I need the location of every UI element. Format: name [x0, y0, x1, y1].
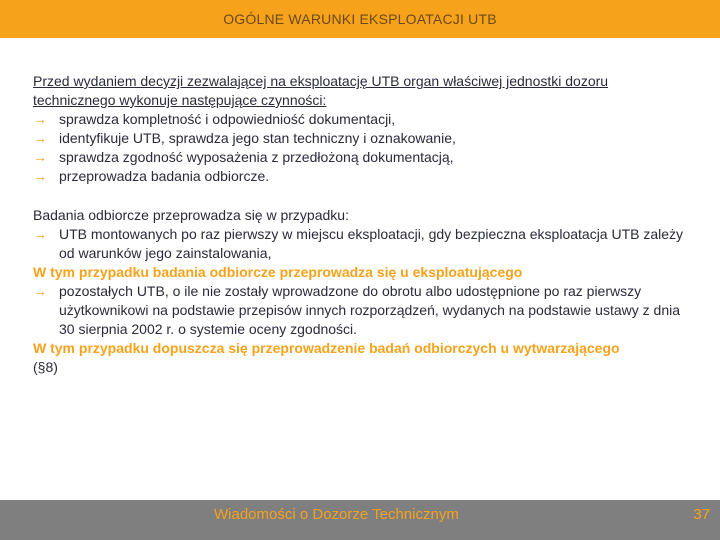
note-wytwarzajacy: W tym przypadku dopuszcza się przeprowadzenie badań odbiorczych u wytwarzającego	[33, 340, 620, 356]
list-item	[33, 225, 693, 263]
list-item-text: sprawdza kompletność i odpowiedniość dokumentacji,	[59, 111, 396, 127]
list-item	[33, 129, 693, 148]
list-item	[33, 282, 693, 339]
note-eksploatujacy: W tym przypadku badania odbiorcze przeprowadza się u eksploatującego	[33, 264, 523, 280]
list-item	[33, 148, 693, 167]
arrow-right-icon: →	[33, 149, 47, 165]
footer-bar	[0, 500, 720, 540]
list-item-text: identyfikuje UTB, sprawdza jego stan techniczny i oznakowanie,	[59, 130, 456, 146]
section1-lead: Przed wydaniem decyzji zezwalającej na eksploatację UTB organ właściwej jednostki dozoru technicznego wykonuje następujące czynności:	[33, 73, 609, 108]
content	[33, 72, 693, 377]
list-item-text: przeprowadza badania odbiorcze.	[59, 168, 270, 184]
arrow-right-icon: →	[33, 168, 47, 184]
header-bar	[0, 0, 720, 38]
arrow-right-icon: →	[33, 226, 47, 242]
arrow-right-icon: →	[33, 130, 47, 146]
list-item	[33, 167, 693, 186]
arrow-right-icon: →	[33, 111, 47, 127]
list-item-text: pozostałych UTB, o ile nie zostały wprowadzone do obrotu albo udostępnione po raz pierwszy użytkownikowi na podstawie przepisów innych rozporządzeń, wydanych na podstawie ustawy z dnia 30 sierpnia 2002 r. o systemie oceny zgodności.	[59, 283, 680, 337]
list-item	[33, 110, 693, 129]
list-item-text: UTB montowanych po raz pierwszy w miejscu eksploatacji, gdy bezpieczna eksploatacja UTB zależy od warunków jego zainstalowania,	[59, 226, 684, 261]
section2-lead: Badania odbiorcze przeprowadza się w przypadku:	[33, 207, 349, 223]
arrow-right-icon: →	[33, 283, 47, 299]
legal-reference: (§8)	[33, 359, 58, 375]
footer-title: Wiadomości o Dozorze Technicznym	[214, 506, 459, 523]
list-item-text: sprawdza zgodność wyposażenia z przedłożoną dokumentacją,	[59, 149, 454, 165]
page-title: OGÓLNE WARUNKI EKSPLOATACJI UTB	[223, 11, 497, 27]
page-number: 37	[693, 506, 710, 523]
